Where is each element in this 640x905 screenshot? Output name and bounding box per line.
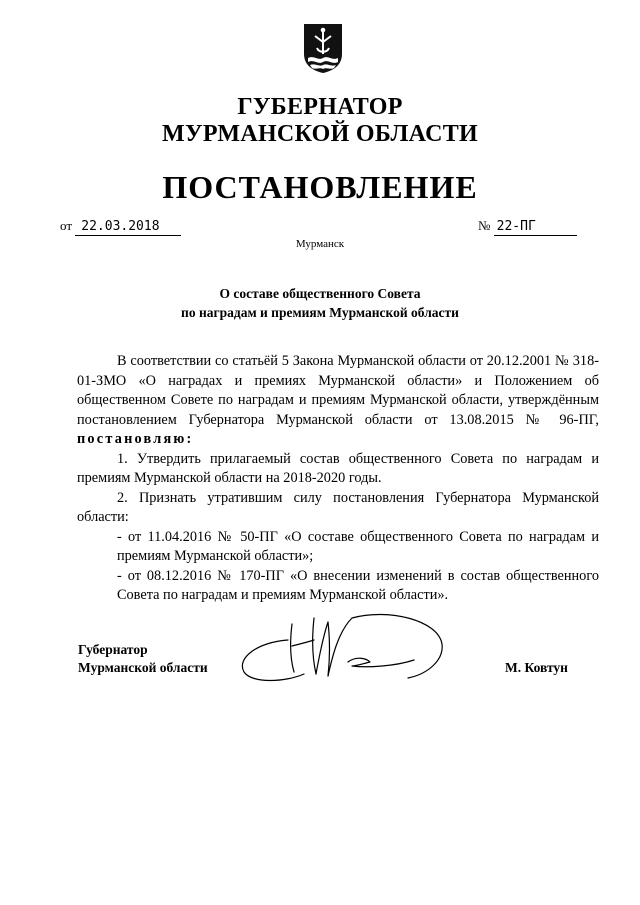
signatory-name: М. Ковтун <box>505 660 568 675</box>
date-prefix: от <box>60 218 73 233</box>
document-type: ПОСТАНОВЛЕНИЕ <box>162 169 478 205</box>
signatory-title-line1: Губернатор <box>78 642 148 657</box>
intro-paragraph <box>77 352 599 450</box>
authority-title-line1: ГУБЕРНАТОР <box>237 94 403 120</box>
number-prefix: № <box>478 218 491 233</box>
intro-text: В соответствии со статьёй 5 Закона Мурманской области от 20.12.2001 № 318-01-ЗМО «О наградах и премиях Мурманской области» и Положением об общественном Совете по наградам и премиям Мурманской области, утверждённым постановлением Губернатора Мурманской области от 13.08.2015 № 96-ПГ, <box>77 353 599 428</box>
subject-line1: О составе общественного Совета <box>219 286 421 301</box>
item-2-sub-1: - от 11.04.2016 № 50-ПГ «О составе общественного Совета по наградам и премиям Мурманской области»; <box>117 528 599 564</box>
item-2: 2. Признать утратившим силу постановления Губернатора Мурманской области: <box>77 489 599 525</box>
item-2-sub-2: - от 08.12.2016 № 170-ПГ «О внесении изменений в состав общественного Совета по наградам и премиям Мурманской области». <box>117 567 599 603</box>
handwritten-signature <box>228 600 458 695</box>
item-1: 1. Утвердить прилагаемый состав общественного Совета по наградам и премиям Мурманской области на 2018-2020 годы. <box>77 450 599 486</box>
document-body <box>77 352 599 606</box>
subject-line2: по наградам и премиям Мурманской области <box>181 305 459 320</box>
city: Мурманск <box>295 238 345 250</box>
resolve-word: постановляю: <box>77 431 194 447</box>
signatory-title-line2: Мурманской области <box>78 660 208 675</box>
coat-of-arms-icon <box>302 22 344 74</box>
number-field <box>478 218 577 236</box>
authority-title-line2: МУРМАНСКОЙ ОБЛАСТИ <box>162 121 478 147</box>
date-field <box>60 218 181 236</box>
date-value: 22.03.2018 <box>75 219 181 236</box>
number-value: 22-ПГ <box>494 219 577 236</box>
